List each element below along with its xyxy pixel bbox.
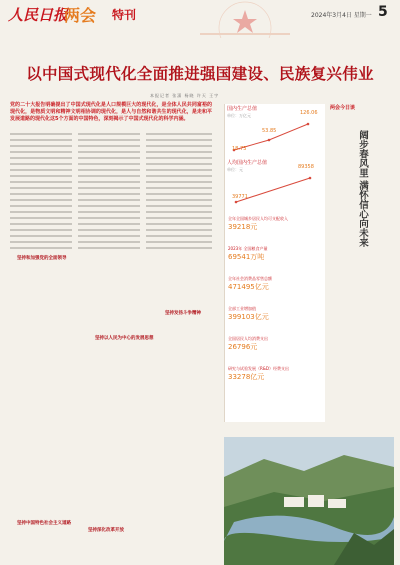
per-capita-gdp-chart [224,158,324,208]
per-capita-chart-title: 人均国内生产总值 [227,160,268,166]
sidebar-title: 阔步春风里 满怀信心向未来 [357,130,368,248]
per-capita-point-2023 [309,177,312,180]
per-capita-label-2023: 89358 [298,164,314,170]
landscape-photo [224,437,394,565]
per-capita-unit: 单位：元 [227,167,243,172]
stat-income-value: 39218元 [228,223,258,231]
stat-industry-value: 399103亿元 [228,313,269,321]
stat-consumption-value: 26796元 [228,343,258,351]
masthead [0,0,400,38]
per-capita-point-2012 [235,201,238,204]
per-capita-label-2012: 39771 [232,194,248,200]
subhead-4: 坚持发扬斗争精神 [165,311,201,316]
stat-income-label: 全年全国城乡居民人均可支配收入 [228,216,288,221]
sidebar-header: 两会今日谈 [330,105,356,111]
stat-grain [228,246,320,262]
gdp-label-2012: 18.73 [232,146,247,152]
stat-consumption [228,336,320,352]
body-column-3 [146,133,212,253]
gdp-label-2023: 126.06 [300,110,318,116]
gdp-chart [224,104,324,154]
issue-date: 2024年3月4日 星期一 [311,12,372,19]
stat-rnd-value: 33278亿元 [228,373,265,381]
stat-industry [228,306,320,322]
stat-retail-label: 全年社会消费品零售总额 [228,276,272,281]
subhead-2: 坚持以人民为中心的发展思想 [95,336,154,341]
stat-rnd [228,366,320,382]
lead-paragraph: 党的二十大报告明确提出了中国式现代化是人口规模巨大的现代化，是全体人民共同富裕的现代化，是物质文明和精神文明相协调的现代化，是人与自然和谐共生的现代化，是走和平发展道路的现代化这5个方面的中国特色，深刻揭示了中国式现代化的科学内涵。 [10,102,212,122]
subhead-1: 坚持和加强党的全面领导 [17,256,67,261]
reporter-byline: 本报记者 张潇 杨晓 许天 王宇 [150,93,220,98]
gdp-point-2023 [307,123,310,126]
subhead-5: 坚持深化改革开放 [88,528,124,533]
stat-grain-label: 2023年 全国粮食产量 [228,246,268,251]
subhead-3: 坚持中国特色社会主义道路 [17,521,71,526]
stat-industry-label: 全部工业增加值 [228,306,256,311]
special-issue-label: 特刊 [112,8,137,22]
per-capita-line-chart [224,172,324,208]
body-column-1 [10,133,72,253]
stat-rnd-label: 研究与试验发展（R&D）经费支出 [228,366,289,371]
stat-income [228,216,320,232]
main-headline: 以中国式现代化全面推进强国建设、民族复兴伟业 [26,65,374,83]
stat-retail [228,276,320,292]
gdp-chart-unit: 单位：万亿元 [227,113,251,118]
body-column-2 [78,133,140,253]
great-hall-emblem-icon [190,0,300,38]
page-number: 5 [378,4,388,20]
gdp-chart-title: 国内生产总值 [227,106,258,112]
gdp-label-2016: 53.85 [262,128,277,134]
lianghui-title: 两会 [64,6,97,25]
gdp-point-2016 [268,139,271,142]
stat-consumption-label: 全国居民人均消费支出 [228,336,268,341]
stat-grain-value: 69541万吨 [228,253,265,261]
newspaper-logo: 人民日报 [8,6,69,24]
stat-retail-value: 471495亿元 [228,283,269,291]
